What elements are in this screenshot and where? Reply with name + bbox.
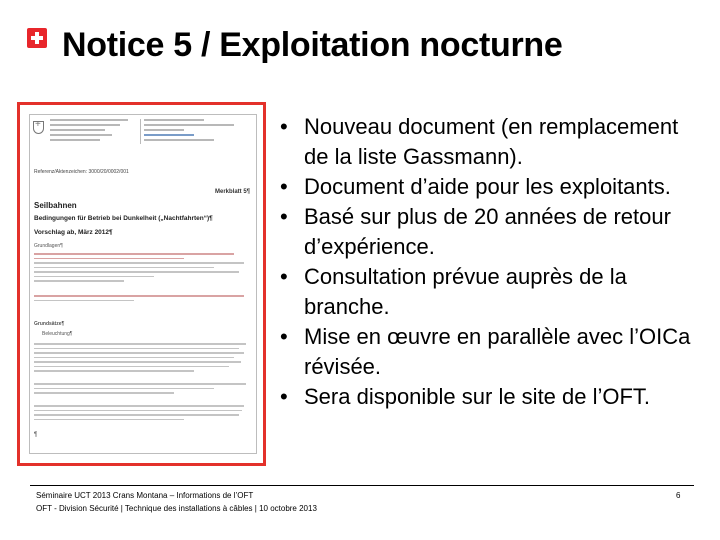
bullet-item: • Sera disponible sur le site de l’OFT. <box>274 382 704 412</box>
document-section: Seilbahnen <box>34 201 77 210</box>
document-page <box>29 114 257 454</box>
page-number: 6 <box>676 491 681 500</box>
document-thumbnail <box>17 102 266 466</box>
bullet-item: • Consultation prévue auprès de la branche. <box>274 262 704 322</box>
footer-event: Séminaire UCT 2013 Crans Montana – Informations de l’OFT <box>36 491 254 500</box>
document-subhead-3: Beleuchtung¶ <box>42 331 73 337</box>
document-proposal: Vorschlag ab, März 2012¶ <box>34 229 113 236</box>
document-paragraph-5 <box>34 405 249 423</box>
document-reference: Referenz/Aktenzeichen: 3000/20/0002/001 <box>34 169 129 175</box>
document-heading: Bedingungen für Betrieb bei Dunkelheit („Nachtfahrten“)¶ <box>34 215 213 222</box>
document-header-right <box>140 119 244 144</box>
bullet-item: • Basé sur plus de 20 années de retour d’expérience. <box>274 202 704 262</box>
federal-crest-icon <box>33 121 44 134</box>
document-mark: Merkblatt 5¶ <box>214 189 250 195</box>
bullet-item: • Mise en œuvre en parallèle avec l’OICa révisée. <box>274 322 704 382</box>
bullet-list <box>274 112 704 412</box>
document-subhead-2: Grundsätze¶ <box>34 321 65 327</box>
document-header-left <box>50 119 130 144</box>
slide-title: Notice 5 / Exploitation nocturne <box>62 26 563 64</box>
document-subhead-1: Grundlagen¶ <box>34 243 63 249</box>
document-paragraph-4 <box>34 383 249 397</box>
bullet-item: • Document d’aide pour les exploitants. <box>274 172 704 202</box>
document-paragraph-1 <box>34 253 249 285</box>
footer-division: OFT - Division Sécurité | Technique des installations à câbles | 10 octobre 2013 <box>36 504 317 513</box>
footer-divider <box>30 485 694 486</box>
document-paragraph-3 <box>34 343 249 375</box>
swiss-cross-icon <box>27 28 47 48</box>
document-paragraph-2 <box>34 295 249 304</box>
bullet-item: • Nouveau document (en remplacement de la liste Gassmann). <box>274 112 704 172</box>
pilcrow-mark: ¶ <box>34 432 38 438</box>
